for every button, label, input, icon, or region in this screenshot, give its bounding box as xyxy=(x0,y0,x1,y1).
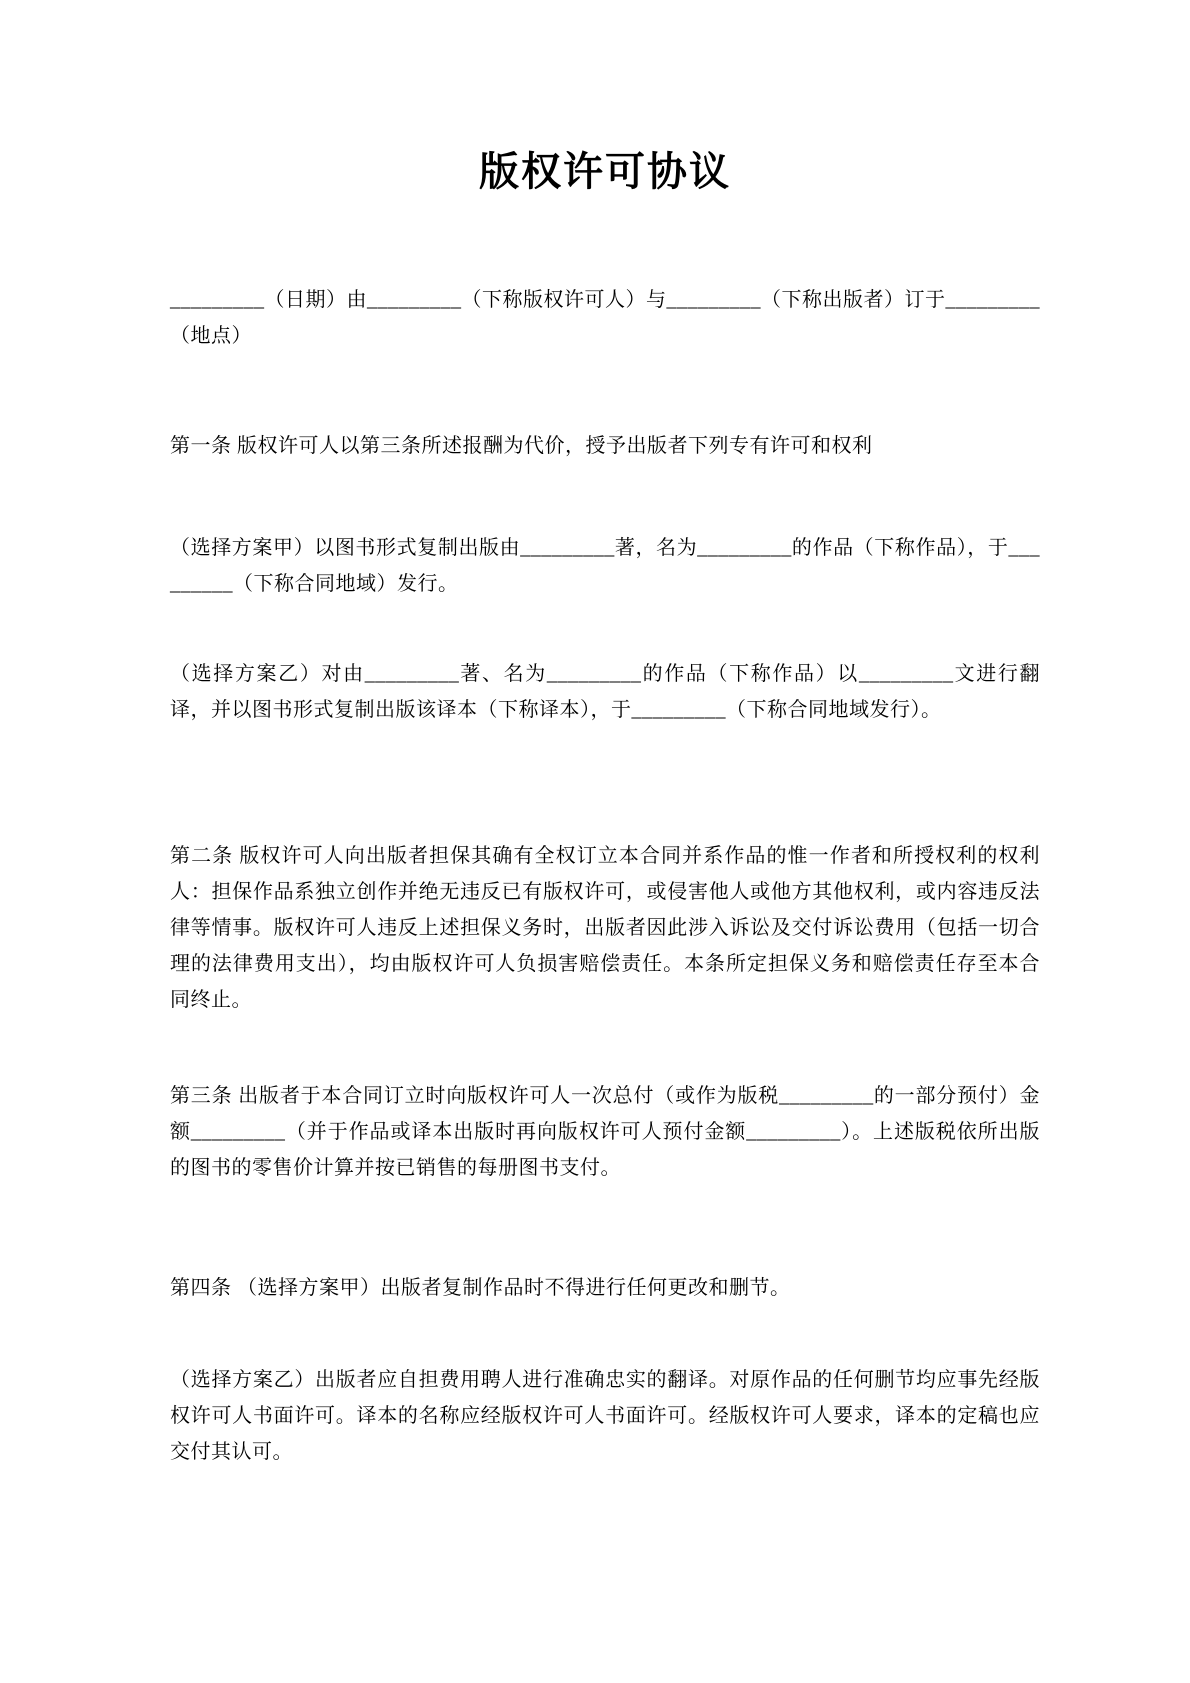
paragraph-article-4-plan-b: （选择方案乙）出版者应自担费用聘人进行准确忠实的翻译。对原作品的任何删节均应事先经版权许可人书面许可。译本的名称应经版权许可人书面许可。经版权许可人要求，译本的定稿也应交付其认可。 xyxy=(170,1369,1040,1463)
paragraph-article-1: 第一条 版权许可人以第三条所述报酬为代价，授予出版者下列专有许可和权利 xyxy=(170,435,873,457)
paragraph-article-2: 第二条 版权许可人向出版者担保其确有全权订立本合同并系作品的惟一作者和所授权利的权利人：担保作品系独立创作并绝无违反已有版权许可，或侵害他人或他方其他权利，或内容违反法律等情事。版权许可人违反上述担保义务时，出版者因此涉入诉讼及交付诉讼费用（包括一切合理的法律费用支出），均由版权许可人负损害赔偿责任。本条所定担保义务和赔偿责任存至本合同终止。 xyxy=(170,845,1040,1011)
paragraph-article-4-plan-a: 第四条 （选择方案甲）出版者复制作品时不得进行任何更改和删节。 xyxy=(170,1277,791,1299)
paragraph-article-1-plan-a: （选择方案甲）以图书形式复制出版由_________著，名为_________的作品（下称作品），于_________（下称合同地域）发行。 xyxy=(170,537,1040,595)
paragraph-article-3: 第三条 出版者于本合同订立时向版权许可人一次总付（或作为版税_________的一部分预付）金额_________（并于作品或译本出版时再向版权许可人预付金额_________）。上述版税依所出版的图书的零售价计算并按已销售的每册图书支付。 xyxy=(170,1085,1040,1179)
paragraph-article-1-plan-b: （选择方案乙）对由_________著、名为_________的作品（下称作品）以_________文进行翻译，并以图书形式复制出版该译本（下称译本），于_________（下称合同地域发行）。 xyxy=(170,663,1040,721)
document-title: 版权许可协议 xyxy=(479,149,731,194)
paragraph-intro-date-parties: _________（日期）由_________（下称版权许可人）与_________（下称出版者）订于_________（地点） xyxy=(170,289,1040,347)
